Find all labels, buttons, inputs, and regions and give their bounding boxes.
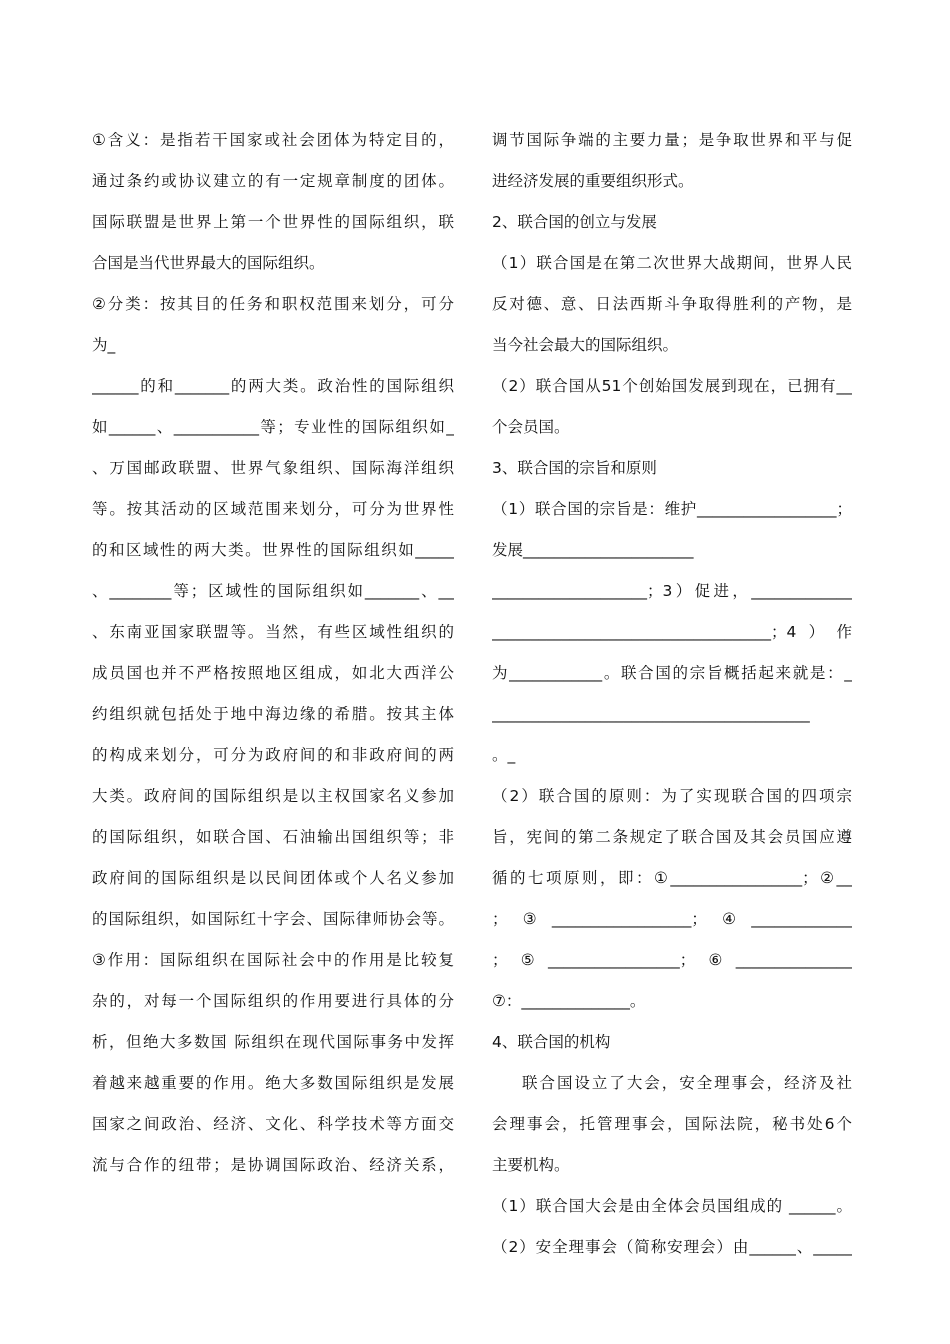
left-column-line: 国际联盟是世界上第一个世界性的国际组织，联 (92, 213, 454, 231)
left-column-line: 如______、___________等；专业性的国际组织如_ (92, 418, 454, 436)
right-column-line: 个会员国。 (492, 418, 570, 436)
left-column-line: 为_ (92, 336, 116, 354)
right-column-line: 联合国设立了大会，安全理事会，经济及社 (522, 1074, 852, 1092)
left-column-line: 成员国也并不严格按照地区组成，如北大西洋公 (92, 664, 454, 682)
left-column-line: 的国际组织，如国际红十字会、国际律师协会等。 (92, 910, 454, 928)
right-column-line: ____________________；3）促进，_____________ (492, 582, 852, 600)
right-column-line: 。_ (492, 746, 516, 764)
left-column-line: 的和区域性的两大类。世界性的国际组织如_____ (92, 541, 454, 559)
left-column-line: 的构成来划分，可分为政府间的和非政府间的两 (92, 746, 454, 764)
right-column-line: ；③__________________；④_____________ (492, 910, 852, 928)
left-column-line: 着越来越重要的作用。绝大多数国际组织是发展 (92, 1074, 454, 1092)
right-column-line: 主要机构。 (492, 1156, 570, 1174)
right-column-line: 发展______________________ (492, 541, 694, 559)
right-column-line: ____________________________________；4）作 (492, 623, 852, 641)
left-column-line: 杂的，对每一个国际组织的作用要进行具体的分 (92, 992, 454, 1010)
left-column-line: ②分类：按其目的任务和职权范围来划分，可分 (92, 295, 454, 313)
left-column-line: 约组织就包括处于地中海边缘的希腊。按其主体 (92, 705, 454, 723)
right-column-line: _________________________________________ (492, 705, 810, 723)
right-column-line: 调节国际争端的主要力量；是争取世界和平与促 (492, 131, 852, 149)
left-column-line: 政府间的国际组织是以民间团体或个人名义参加 (92, 869, 454, 887)
left-column-line: 、万国邮政联盟、世界气象组织、国际海洋组织 (92, 459, 454, 477)
right-column-line: （2）安全理事会（简称安理会）由______、_____ (492, 1238, 852, 1256)
left-column-line: 析，但绝大多数国 际组织在现代国际事务中发挥 (92, 1033, 454, 1051)
left-column-line: 国家之间政治、经济、文化、科学技术等方面交 (92, 1115, 454, 1133)
right-column-line: 3、联合国的宗旨和原则 (492, 459, 657, 477)
left-column (92, 120, 454, 1186)
right-column-line: 2、联合国的创立与发展 (492, 213, 657, 231)
right-column-line: （1）联合国是在第二次世界大战期间，世界人民 (492, 254, 852, 272)
right-column-line: 进经济发展的重要组织形式。 (492, 172, 694, 190)
right-column-line: 反对德、意、日法西斯斗争取得胜利的产物，是 (492, 295, 852, 313)
right-column-line: 循的七项原则，即：①_________________；②__ (492, 869, 852, 887)
right-column-line: ⑦：______________。 (492, 992, 646, 1010)
right-column-line: 当今社会最大的国际组织。 (492, 336, 679, 354)
right-column-line: （2）联合国从51个创始国发展到现在，已拥有__ (492, 377, 852, 395)
left-column-line: 的国际组织，如联合国、石油输出国组织等；非 (92, 828, 454, 846)
right-column-line: 4、联合国的机构 (492, 1033, 611, 1051)
right-column-line: 会理事会，托管理事会，国际法院，秘书处6个 (492, 1115, 852, 1133)
left-column-line: 流与合作的纽带；是协调国际政治、经济关系， (92, 1156, 454, 1174)
left-column-line: ①含义：是指若干国家或社会团体为特定目的， (92, 131, 454, 149)
left-column-line: 等。按其活动的区域范围来划分，可分为世界性 (92, 500, 454, 518)
left-column-line: 、东南亚国家联盟等。当然，有些区域性组织的 (92, 623, 454, 641)
left-column-line: 、________等；区域性的国际组织如_______、__ (92, 582, 454, 600)
right-column-line: ；⑤_________________；⑥_______________ (492, 951, 852, 969)
right-column (492, 120, 852, 1268)
left-column-line: ③作用：国际组织在国际社会中的作用是比较复 (92, 951, 454, 969)
left-column-line: 合国是当代世界最大的国际组织。 (92, 254, 325, 272)
right-column-line: 为____________。联合国的宗旨概括起来就是：_ (492, 664, 852, 682)
left-column-line: 通过条约或协议建立的有一定规章制度的团体。 (92, 172, 454, 190)
left-column-line: 大类。政府间的国际组织是以主权国家名义参加 (92, 787, 454, 805)
right-column-line: （2）联合国的原则：为了实现联合国的四项宗 (492, 787, 852, 805)
right-column-line: （1）联合国的宗旨是：维护__________________； (492, 500, 852, 518)
right-column-line: （1）联合国大会是由全体会员国组成的 ______。 (492, 1197, 852, 1215)
left-column-line: ______的和_______的两大类。政治性的国际组织 (92, 377, 454, 395)
right-column-line: 旨，宪间的第二条规定了联合国及其会员国应遵 (492, 828, 852, 846)
